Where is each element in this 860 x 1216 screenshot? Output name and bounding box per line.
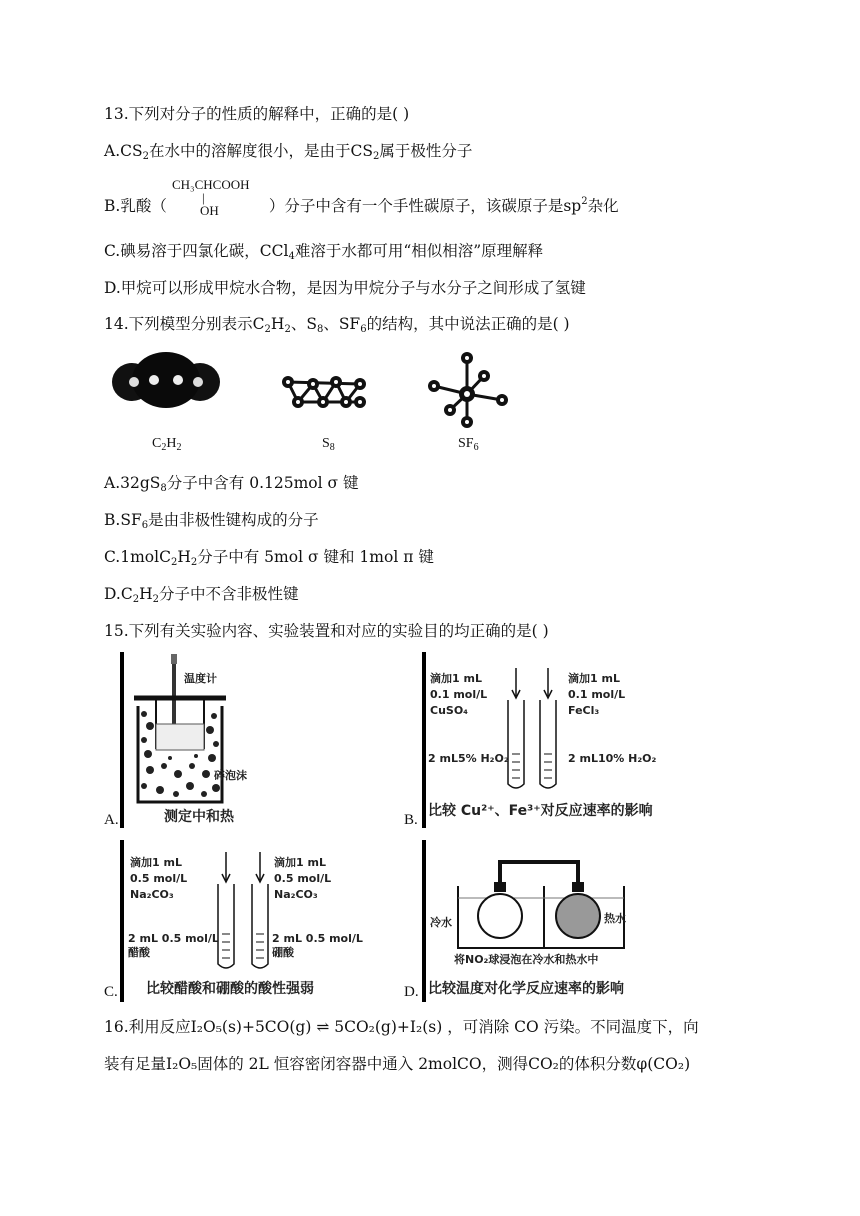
thermometer-label: 温度计 bbox=[184, 672, 217, 685]
q15-stem: 15.下列有关实验内容、实验装置和对应的实验目的均正确的是( ) bbox=[104, 622, 549, 640]
svg-text:Na₂CO₃: Na₂CO₃ bbox=[130, 888, 174, 901]
test-tubes-c-diagram bbox=[126, 850, 366, 974]
sf6-label: $SF_6$ bbox=[458, 436, 479, 453]
option-b-label: B. bbox=[404, 812, 418, 828]
svg-text:2 mL5% H₂O₂: 2 mL5% H₂O₂ bbox=[428, 752, 509, 765]
svg-text:冷水: 冷水 bbox=[430, 916, 452, 929]
q14-stem: 14.下列模型分别表示$C_2H_2$、$S_8$、$SF_6$的结构，其中说法正确的是( ) bbox=[104, 315, 570, 335]
panel-c-caption: 比较醋酸和硼酸的酸性强弱 bbox=[146, 981, 314, 997]
q13-option-a: $A.CS_2$在水中的溶解度很小，是由于$CS_2$属于极性分子 bbox=[104, 142, 473, 162]
s8-label: $S_8$ bbox=[322, 436, 335, 453]
lactic-acid-formula: CH₃CHCOOH | OH bbox=[172, 177, 250, 218]
option-a-label: A. bbox=[104, 812, 119, 828]
panel-d-caption: 比较温度对化学反应速率的影响 bbox=[428, 981, 624, 997]
sf6-model bbox=[424, 350, 514, 430]
svg-text:2 mL10% H₂O₂: 2 mL10% H₂O₂ bbox=[568, 752, 657, 765]
q14-option-c: $C.1molC_2H_2$分子中有 5mol σ 键和 1mol π 键 bbox=[104, 548, 434, 568]
svg-text:醋酸: 醋酸 bbox=[128, 946, 150, 959]
svg-text:2 mL 0.5 mol/L: 2 mL 0.5 mol/L bbox=[128, 932, 219, 945]
panel-b-bar bbox=[422, 652, 426, 828]
svg-text:0.1 mol/L: 0.1 mol/L bbox=[568, 688, 626, 701]
c2h2-model bbox=[108, 350, 228, 420]
panel-a-bar bbox=[120, 652, 124, 828]
q13-option-b: B.乳酸（ ）分子中含有一个手性碳原子，该碳原子是$sp^2$杂化 bbox=[104, 196, 619, 215]
svg-text:0.5 mol/L: 0.5 mol/L bbox=[274, 872, 332, 885]
test-tubes-b-diagram bbox=[428, 664, 668, 794]
q13-option-c: C.碘易溶于四氯化碳，CCl$_4$难溶于水都可用“相似相溶”原理解释 bbox=[104, 242, 544, 262]
q14-option-d: $D.C_2H_2$分子中不含非极性键 bbox=[104, 585, 299, 605]
svg-text:0.5 mol/L: 0.5 mol/L bbox=[130, 872, 188, 885]
svg-text:FeCl₃: FeCl₃ bbox=[568, 704, 600, 717]
q14-option-b: $B.SF_6$是由非极性键构成的分子 bbox=[104, 511, 319, 531]
panel-c-bar bbox=[120, 840, 124, 1002]
svg-text:Na₂CO₃: Na₂CO₃ bbox=[274, 888, 318, 901]
svg-text:滴加1 mL: 滴加1 mL bbox=[430, 672, 482, 685]
q14-option-a: $A.32gS_8$分子中含有 0.125mol σ 键 bbox=[104, 474, 359, 494]
q13-stem: 13.下列对分子的性质的解释中，正确的是( ) bbox=[104, 105, 410, 123]
panel-a-caption: 测定中和热 bbox=[164, 809, 234, 825]
foam-label: 碎泡沫 bbox=[214, 769, 247, 782]
svg-text:CuSO₄: CuSO₄ bbox=[430, 704, 468, 717]
svg-text:滴加1 mL: 滴加1 mL bbox=[130, 856, 182, 869]
calorimeter-diagram bbox=[130, 654, 247, 804]
svg-text:2 mL 0.5 mol/L: 2 mL 0.5 mol/L bbox=[272, 932, 363, 945]
q16-line2: 装有足量I₂O₅固体的 2L 恒容密闭容器中通入 2molCO，测得CO₂的体积分数φ(CO₂) bbox=[104, 1055, 691, 1073]
s8-model bbox=[278, 372, 370, 414]
svg-text:滴加1 mL: 滴加1 mL bbox=[568, 672, 620, 685]
q13-option-d: D.甲烷可以形成甲烷水合物，是因为甲烷分子与水分子之间形成了氢键 bbox=[104, 279, 586, 297]
svg-text:将NO₂球浸泡在冷水和热水中: 将NO₂球浸泡在冷水和热水中 bbox=[454, 953, 599, 966]
svg-text:0.1 mol/L: 0.1 mol/L bbox=[430, 688, 488, 701]
option-c-label: C. bbox=[104, 984, 118, 1000]
svg-text:硼酸: 硼酸 bbox=[272, 946, 294, 959]
svg-text:热水: 热水 bbox=[604, 912, 626, 925]
c2h2-label: $C_2H_2$ bbox=[152, 436, 182, 453]
panel-b-caption: 比较 Cu²⁺、Fe³⁺对反应速率的影响 bbox=[428, 803, 653, 819]
svg-text:滴加1 mL: 滴加1 mL bbox=[274, 856, 326, 869]
no2-ball-diagram bbox=[428, 848, 658, 972]
q16-line1: 16.利用反应I₂O₅(s)+5CO(g) ⇌ 5CO₂(g)+I₂(s) ，可消除 CO 污染。不同温度下，向 bbox=[104, 1018, 699, 1036]
panel-d-bar bbox=[422, 840, 426, 1002]
option-d-label: D. bbox=[404, 984, 419, 1000]
